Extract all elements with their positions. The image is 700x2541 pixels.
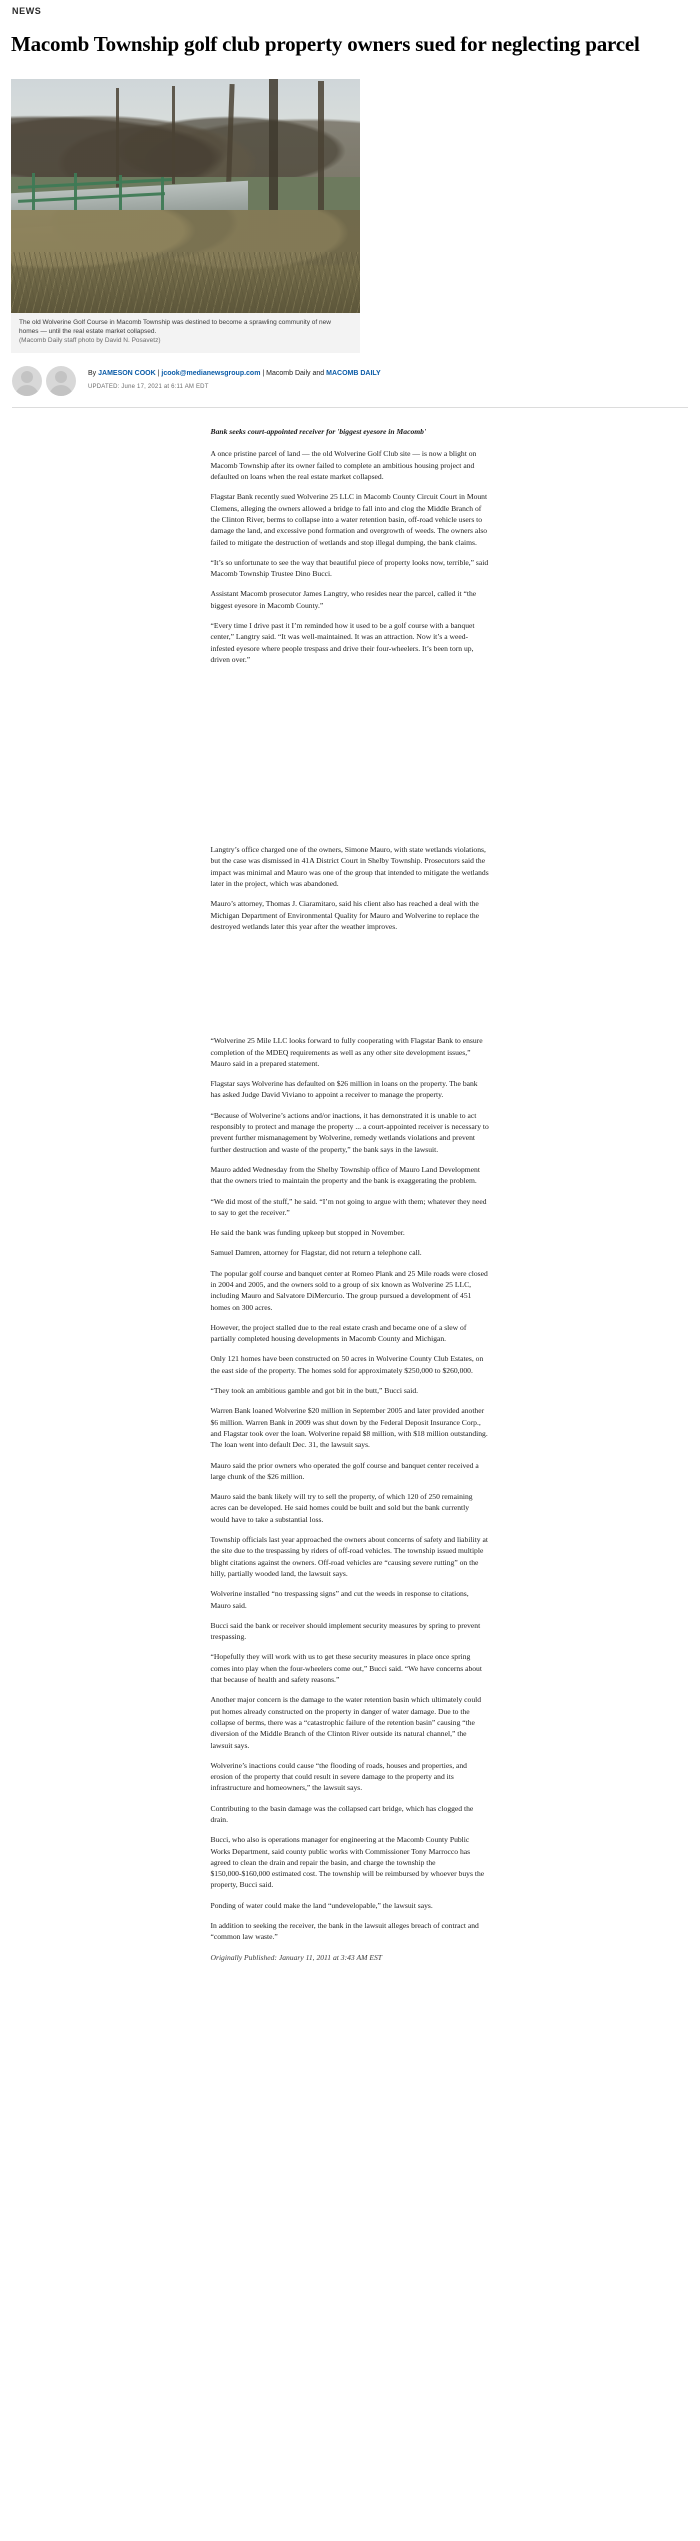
photo-tree-trunk bbox=[172, 86, 175, 184]
photo-railing-post bbox=[32, 173, 35, 210]
hero-credit: (Macomb Daily staff photo by David N. Posavetz) bbox=[19, 337, 161, 345]
avatar-group bbox=[12, 366, 80, 396]
photo-railing-post bbox=[74, 173, 77, 210]
article-paragraph: “They took an ambitious gamble and got bit in the butt,” Bucci said. bbox=[210, 1386, 419, 1396]
article-paragraph: Flagstar Bank recently sued Wolverine 25 LLC in Macomb County Circuit Court in Mount Clemens, alleging the owners allowed a bridge to fall into and clog the Middle Branch of the Clinton River, berms to collapse into a water retention basin, off-road vehicle users to damage the land, and excessive pond formation and overgrowth of weeds. The owners also failed to mitigate the destruction of wetlands and stop illegal dumping, the bank claims. bbox=[210, 492, 488, 547]
article-paragraph: Assistant Macomb prosecutor James Langtry, who resides near the parcel, called it “the biggest eyesore in Macomb County.” bbox=[210, 589, 477, 610]
article-paragraph: Ponding of water could make the land “undevelopable,” the lawsuit says. bbox=[210, 1900, 433, 1910]
byline-outlet: Macomb Daily bbox=[266, 370, 311, 378]
article-paragraph: Samuel Damren, attorney for Flagstar, did not return a telephone call. bbox=[210, 1248, 422, 1258]
article-paragraph: Contributing to the basin damage was the collapsed cart bridge, which has clogged the drain. bbox=[210, 1803, 474, 1824]
byline-and: and bbox=[312, 370, 325, 378]
updated-timestamp: UPDATED: June 17, 2021 at 6:11 AM EDT bbox=[88, 384, 209, 391]
byline-author-link[interactable]: JAMESON COOK bbox=[98, 370, 156, 378]
article-paragraph: Township officials last year approached the owners about concerns of safety and liability at the site due to the trespassing by riders of off-road vehicles. The township issued multiple blight citations against the owners. Off-road vehicles are “causing severe rutting” on the hilly, partially wooded land, the lawsuit says. bbox=[210, 1535, 488, 1578]
article-paragraph: Warren Bank loaned Wolverine $20 million in September 2005 and later provided another $6 million. Warren Bank in 2009 was shut down by the Federal Deposit Insurance Corp., and Flagstar took over the loan. Wolverine repaid $8 million, with $18 million outstanding. The loan went into default Dec. 31, the lawsuit says. bbox=[210, 1406, 488, 1450]
hero-image bbox=[11, 79, 360, 313]
byline-text bbox=[88, 366, 381, 393]
avatar bbox=[12, 366, 42, 396]
article-paragraph: Mauro said the prior owners who operated the golf course and banquet center received a large chunk of the $26 million. bbox=[210, 1460, 479, 1481]
photo-tree-trunk bbox=[318, 81, 324, 221]
article-paragraph: “We did most of the stuff,” he said. “I’m not going to argue with them; whatever they need to say to get the receiver.” bbox=[210, 1196, 487, 1217]
inline-ad-slot-2[interactable] bbox=[211, 941, 490, 1029]
photo-railing-post bbox=[161, 177, 164, 210]
article-paragraph: A once pristine parcel of land — the old Wolverine Golf Club site — is now a blight on Macomb Township after its owner failed to complete an ambitious housing project and defaulted on loans when the real estate market collapsed. bbox=[210, 449, 477, 482]
article-paragraph: Bucci said the bank or receiver should implement security measures by spring to prevent trespassing. bbox=[210, 1620, 481, 1642]
article-paragraph: He said the bank was funding upkeep but stopped in November. bbox=[210, 1228, 405, 1238]
photo-foreground-weeds bbox=[11, 252, 360, 313]
byline-by-label: By bbox=[88, 370, 97, 378]
byline-separator-2: | bbox=[262, 370, 265, 378]
article-paragraph: The popular golf course and banquet center at Romeo Plank and 25 Mile roads were closed in 2004 and 2005, and the owners sold to a group of six known as Wolverine 25 LLC, including Mauro and Salvatore DiMercurio. The group pursued a development of 451 homes on 300 acres. bbox=[210, 1268, 488, 1312]
byline bbox=[0, 353, 700, 396]
article-paragraph: “Every time I drive past it I’m reminded how it used to be a golf course with a banquet center,” Langtry said. “It was well-maintained. It was an attraction. Now it’s a weed-infested eyesore where people trespass and drive their four-wheelers. It’s been torn up, driven over.” bbox=[210, 620, 475, 664]
inline-ad-slot[interactable] bbox=[211, 674, 490, 834]
article-paragraph: Only 121 homes have been constructed on 50 acres in Wolverine County Club Estates, on the east side of the property. The homes sold for approximately $250,000 to $260,000. bbox=[210, 1354, 484, 1375]
article-paragraph: However, the project stalled due to the real estate crash and became one of a slew of partially completed housing developments in Macomb County and Michigan. bbox=[210, 1322, 467, 1344]
article-paragraph: Wolverine installed “no trespassing signs” and cut the weeds in response to citations, Mauro said. bbox=[210, 1589, 469, 1610]
page-title: Macomb Township golf club property owners sued for neglecting parcel bbox=[11, 32, 640, 57]
hero-caption bbox=[11, 313, 360, 353]
byline-email-link[interactable]: jcook@medianewsgroup.com bbox=[161, 370, 261, 378]
byline-separator: | bbox=[157, 370, 160, 378]
avatar bbox=[46, 366, 76, 396]
article-paragraph: Langtry’s office charged one of the owners, Simone Mauro, with state wetlands violations, but the case was dismissed in 41A District Court in Shelby Township. Prosecutors said the impact was minimal and Mauro was one of the group that intended to mitigate the wetlands later in the project, which was abandoned. bbox=[210, 845, 489, 889]
article-paragraph: “Hopefully they will work with us to get these security measures in place once spring comes into play when the four-wheelers come out,” Bucci said. “We have concerns about that because of health and safety reasons.” bbox=[210, 1652, 482, 1685]
article-paragraph: “It’s so unfortunate to see the way that beautiful piece of property looks now, terrible,” said Macomb Township Trustee Dino Bucci. bbox=[210, 557, 489, 579]
original-published-note: Originally Published: January 11, 2011 at 3:43 AM EST bbox=[210, 1952, 382, 1962]
article-paragraph: Mauro’s attorney, Thomas J. Ciaramitaro, said his client also has reached a deal with the Michigan Department of Environmental Quality for Mauro and Wolverine to replace the destroyed wetlands later this year after the weather improves. bbox=[210, 899, 480, 931]
photo-treeline bbox=[11, 84, 360, 178]
article-paragraph: Mauro added Wednesday from the Shelby Township office of Mauro Land Development that the owners tried to maintain the property and the bank is exaggerating the problem. bbox=[210, 1164, 480, 1186]
article-paragraph: “Because of Wolverine’s actions and/or inactions, it has demonstrated it is unable to act responsibly to protect and manage the property ... a court-appointed receiver is necessary to prevent further mismanagement by Wolverine, remedy wetlands violations and prevent further destruction and waste of the property,” the bank says in the lawsuit. bbox=[210, 1110, 489, 1154]
article-paragraph: In addition to seeking the receiver, the bank in the lawsuit alleges breach of contract and “common law waste.” bbox=[210, 1921, 479, 1942]
photo-railing-post bbox=[119, 175, 122, 210]
byline-outlet-link[interactable]: MACOMB DAILY bbox=[326, 370, 381, 378]
article-paragraph: Mauro said the bank likely will try to sell the property, of which 120 of 250 remaining acres can be developed. He said homes could be built and sold but the bank currently would have to take a substantial loss. bbox=[210, 1492, 473, 1524]
article-paragraph: Another major concern is the damage to the water retention basin which ultimately could put homes already constructed on the property in danger of water damage. Due to the collapse of berms, there was a “catastrophic failure of the retention basin” causing “the diversion of the Middle Branch of the Clinton River outside its natural channel,” the lawsuit says. bbox=[210, 1695, 482, 1750]
hero-caption-text: The old Wolverine Golf Course in Macomb Township was destined to become a sprawling community of new homes — until the real estate market collapsed. bbox=[19, 319, 331, 336]
article-paragraph: Wolverine’s inactions could cause “the flooding of roads, houses and properties, and erosion of the property that could result in severe damage to the property and its infrastructure and homeowners,” the lawsuit says. bbox=[210, 1760, 467, 1793]
hero-figure bbox=[0, 79, 700, 353]
article-paragraph: Bucci, who also is operations manager for engineering at the Macomb County Public Works Department, said county public works with Commissioner Tony Marrocco has agreed to clean the drain and repair the basin, and charge the township the $150,000-$160,000 estimated cost. The township will be reimbursed by whoever buys the property, Bucci said. bbox=[210, 1835, 485, 1890]
article-paragraph: “Wolverine 25 Mile LLC looks forward to fully cooperating with Flagstar Bank to ensure completion of the MDEQ requirements as well as any other site development issues,” Mauro said in a prepared statement. bbox=[210, 1036, 483, 1068]
article-body bbox=[211, 408, 490, 1992]
article-paragraph: Flagstar says Wolverine has defaulted on $26 million in loans on the property. The bank has asked Judge David Viviano to appoint a receiver to manage the property. bbox=[210, 1079, 478, 1100]
article-deck: Bank seeks court-appointed receiver for 'biggest eyesore in Macomb' bbox=[210, 427, 427, 437]
section-kicker[interactable]: NEWS bbox=[12, 6, 42, 16]
